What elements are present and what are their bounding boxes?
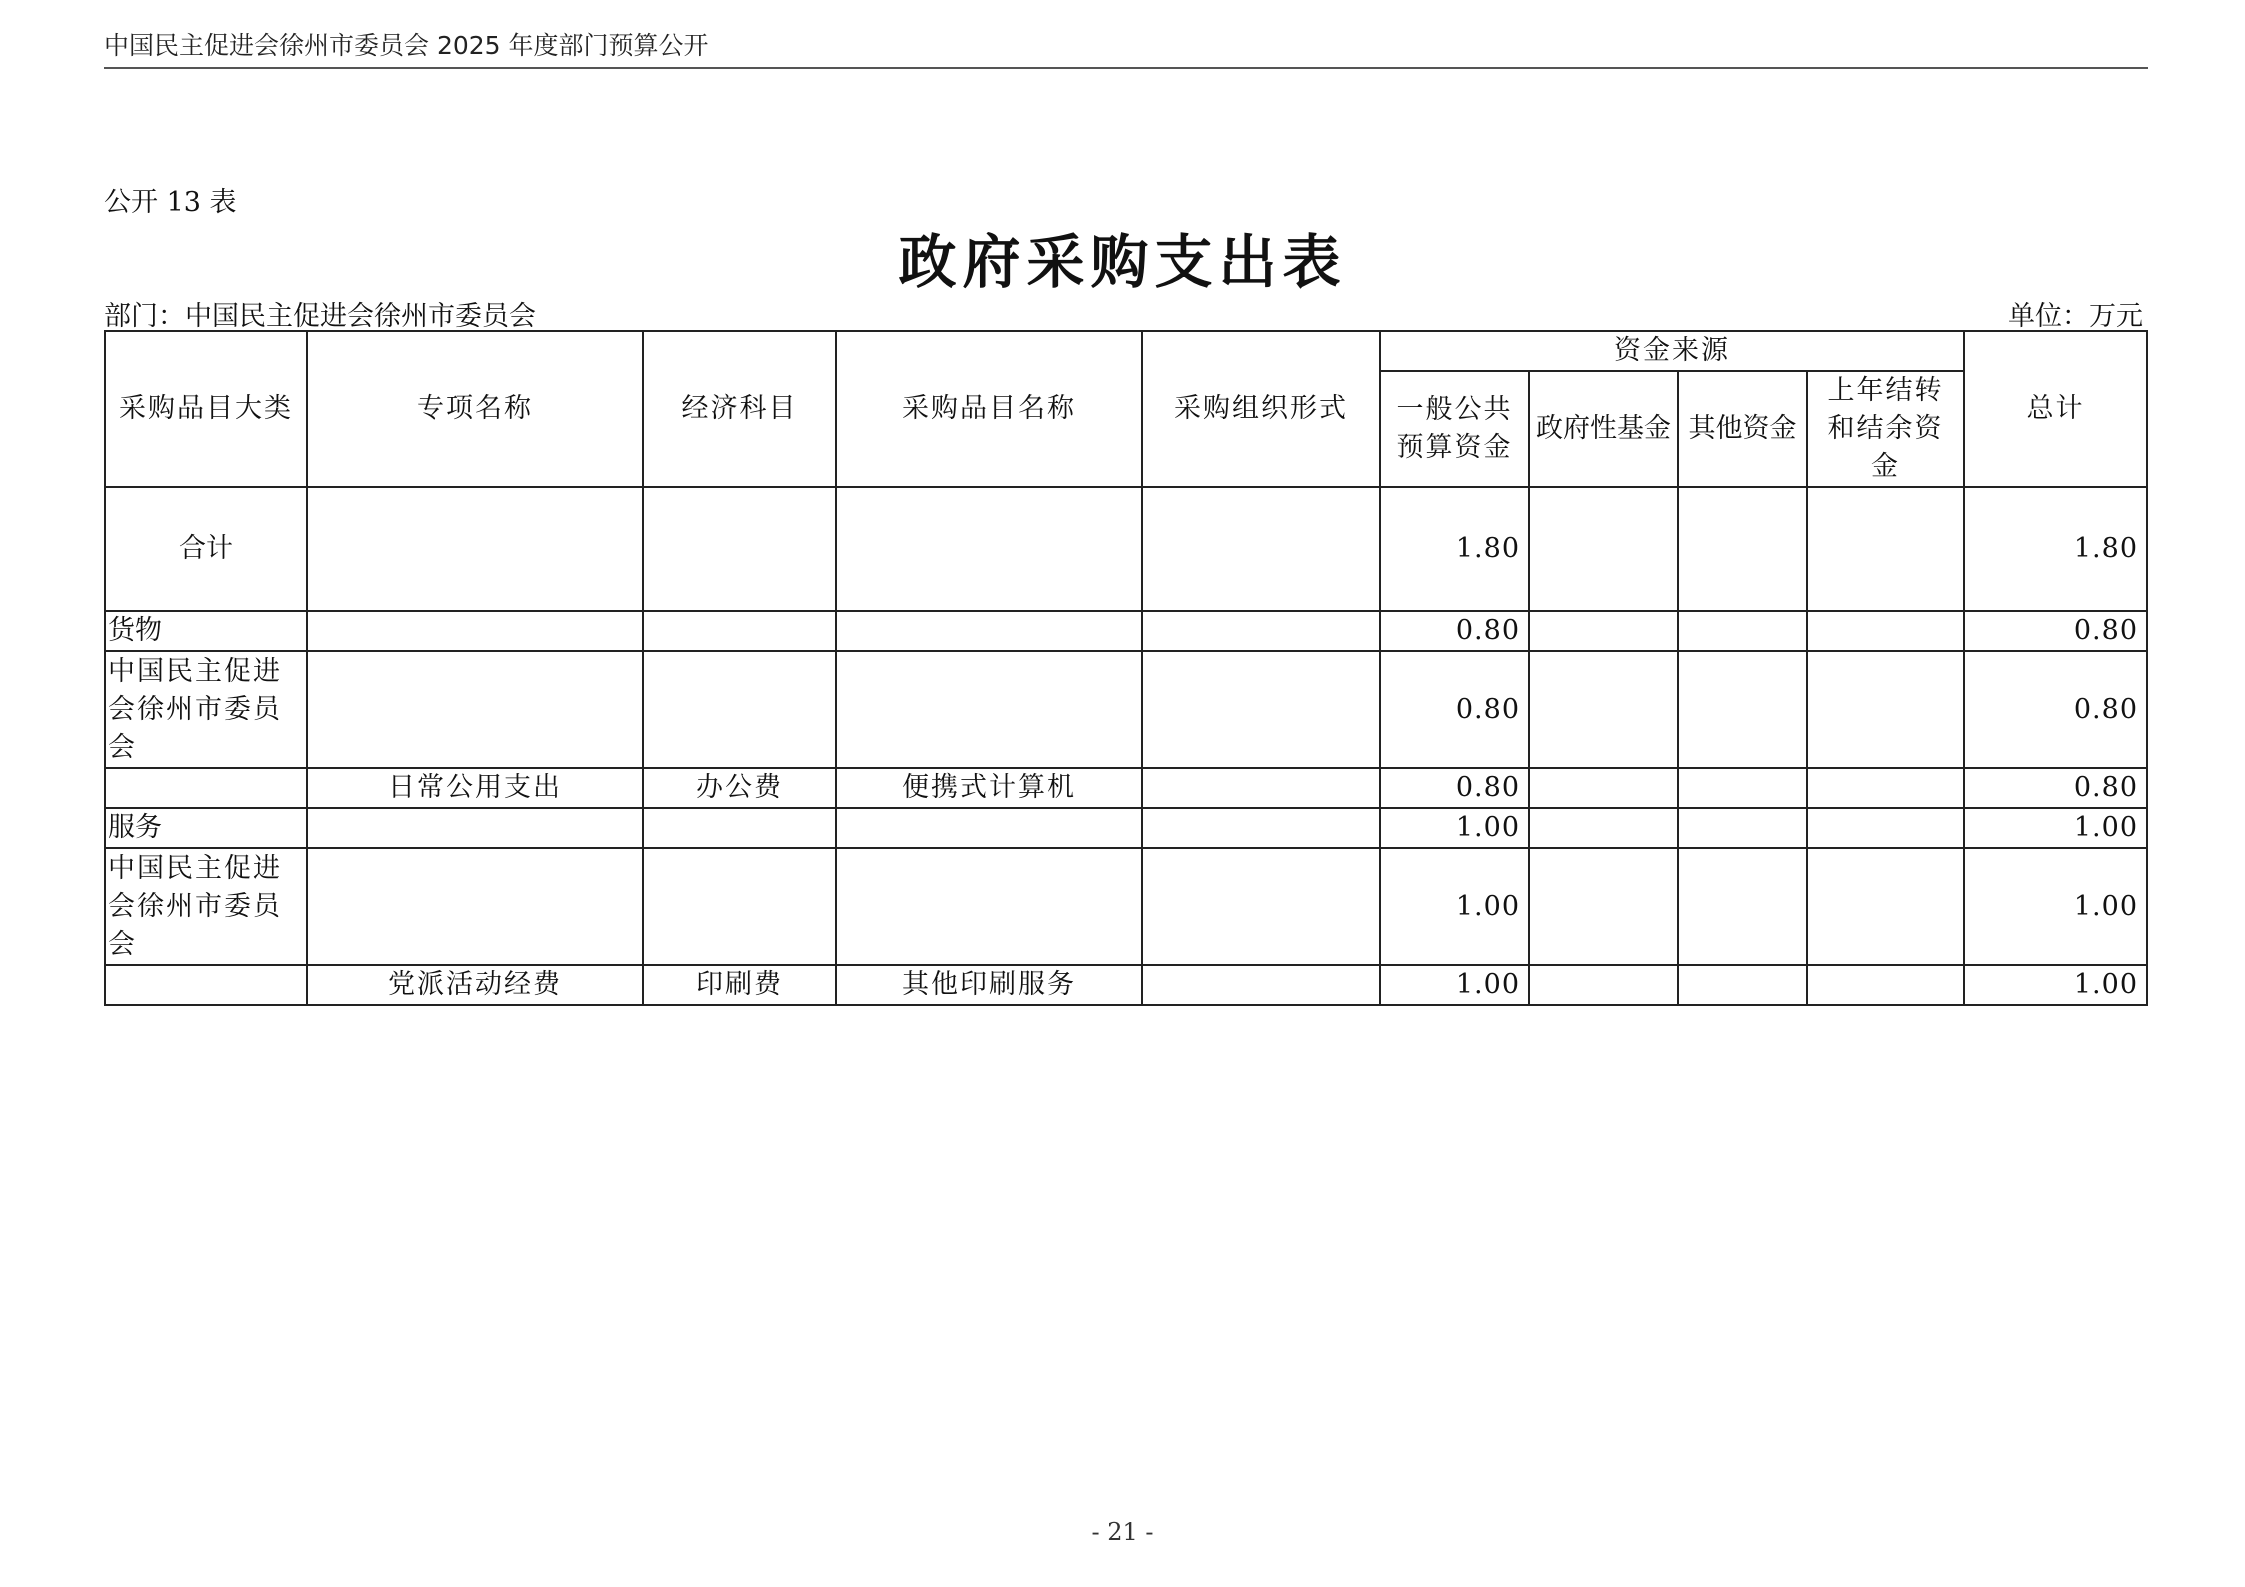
cell-econ-subject <box>643 611 836 651</box>
table-row <box>105 848 2147 965</box>
cell-other-fund <box>1678 651 1807 768</box>
header-project: 专项名称 <box>307 331 643 487</box>
cell-carryover <box>1807 651 1964 768</box>
cell-total: 1.00 <box>1964 965 2147 1005</box>
cell-org-form <box>1142 611 1380 651</box>
cell-project: 党派活动经费 <box>307 965 643 1005</box>
cell-org-form <box>1142 965 1380 1005</box>
cell-item-name <box>836 651 1142 768</box>
cell-carryover <box>1807 611 1964 651</box>
cell-item-name <box>836 808 1142 848</box>
cell-econ-subject <box>643 848 836 965</box>
cell-total: 1.00 <box>1964 808 2147 848</box>
table-row <box>105 611 2147 651</box>
cell-other-fund <box>1678 611 1807 651</box>
cell-category: 合计 <box>105 487 307 611</box>
cell-general-budget: 0.80 <box>1380 611 1529 651</box>
cell-item-name <box>836 611 1142 651</box>
cell-carryover <box>1807 808 1964 848</box>
cell-project: 日常公用支出 <box>307 768 643 808</box>
cell-general-budget: 1.00 <box>1380 965 1529 1005</box>
page-header: 中国民主促进会徐州市委员会 2025 年度部门预算公开 <box>104 31 709 60</box>
cell-item-name <box>836 487 1142 611</box>
cell-other-fund <box>1678 848 1807 965</box>
cell-category: 中国民主促进会徐州市委员会 <box>105 848 307 965</box>
cell-econ-subject: 印刷费 <box>643 965 836 1005</box>
cell-carryover <box>1807 848 1964 965</box>
cell-general-budget: 1.00 <box>1380 808 1529 848</box>
page-number: - 21 - <box>1091 1518 1154 1546</box>
cell-econ-subject <box>643 651 836 768</box>
cell-total: 0.80 <box>1964 611 2147 651</box>
table-row <box>105 487 2147 611</box>
header-category: 采购品目大类 <box>105 331 307 487</box>
cell-carryover <box>1807 965 1964 1005</box>
cell-gov-fund <box>1529 768 1678 808</box>
cell-category: 中国民主促进会徐州市委员会 <box>105 651 307 768</box>
header-rule <box>104 67 2148 69</box>
cell-gov-fund <box>1529 965 1678 1005</box>
header-org-form: 采购组织形式 <box>1142 331 1380 487</box>
header-general-budget: 一般公共预算资金 <box>1380 371 1529 487</box>
cell-other-fund <box>1678 487 1807 611</box>
cell-category <box>105 965 307 1005</box>
cell-org-form <box>1142 651 1380 768</box>
cell-econ-subject <box>643 487 836 611</box>
cell-carryover <box>1807 768 1964 808</box>
cell-item-name <box>836 848 1142 965</box>
cell-econ-subject: 办公费 <box>643 768 836 808</box>
cell-carryover <box>1807 487 1964 611</box>
cell-gov-fund <box>1529 848 1678 965</box>
table-row <box>105 651 2147 768</box>
cell-total: 0.80 <box>1964 651 2147 768</box>
cell-item-name: 其他印刷服务 <box>836 965 1142 1005</box>
cell-other-fund <box>1678 808 1807 848</box>
unit-label: 单位：万元 <box>2008 301 2143 332</box>
cell-project <box>307 651 643 768</box>
cell-general-budget: 1.80 <box>1380 487 1529 611</box>
cell-total: 1.80 <box>1964 487 2147 611</box>
cell-general-budget: 0.80 <box>1380 651 1529 768</box>
header-gov-fund: 政府性基金 <box>1529 371 1678 487</box>
header-other-fund: 其他资金 <box>1678 371 1807 487</box>
cell-total: 1.00 <box>1964 848 2147 965</box>
cell-general-budget: 0.80 <box>1380 768 1529 808</box>
cell-other-fund <box>1678 768 1807 808</box>
cell-total: 0.80 <box>1964 768 2147 808</box>
cell-econ-subject <box>643 808 836 848</box>
cell-item-name: 便携式计算机 <box>836 768 1142 808</box>
cell-org-form <box>1142 808 1380 848</box>
cell-gov-fund <box>1529 808 1678 848</box>
cell-category <box>105 768 307 808</box>
table-number: 公开 13 表 <box>104 187 237 218</box>
cell-org-form <box>1142 487 1380 611</box>
table-row <box>105 768 2147 808</box>
header-econ-subject: 经济科目 <box>643 331 836 487</box>
cell-project <box>307 848 643 965</box>
cell-org-form <box>1142 768 1380 808</box>
cell-project <box>307 808 643 848</box>
cell-gov-fund <box>1529 611 1678 651</box>
cell-category: 服务 <box>105 808 307 848</box>
cell-org-form <box>1142 848 1380 965</box>
procurement-table <box>104 330 2148 1006</box>
cell-gov-fund <box>1529 487 1678 611</box>
cell-project <box>307 611 643 651</box>
cell-gov-fund <box>1529 651 1678 768</box>
table-row <box>105 808 2147 848</box>
header-funding-source: 资金来源 <box>1380 331 1964 371</box>
header-total: 总计 <box>1964 331 2147 487</box>
header-item-name: 采购品目名称 <box>836 331 1142 487</box>
cell-category: 货物 <box>105 611 307 651</box>
header-carryover: 上年结转和结余资金 <box>1807 371 1964 487</box>
department-label: 部门：中国民主促进会徐州市委员会 <box>104 301 536 332</box>
table-row <box>105 965 2147 1005</box>
cell-project <box>307 487 643 611</box>
cell-general-budget: 1.00 <box>1380 848 1529 965</box>
cell-other-fund <box>1678 965 1807 1005</box>
page-title: 政府采购支出表 <box>898 228 1347 296</box>
